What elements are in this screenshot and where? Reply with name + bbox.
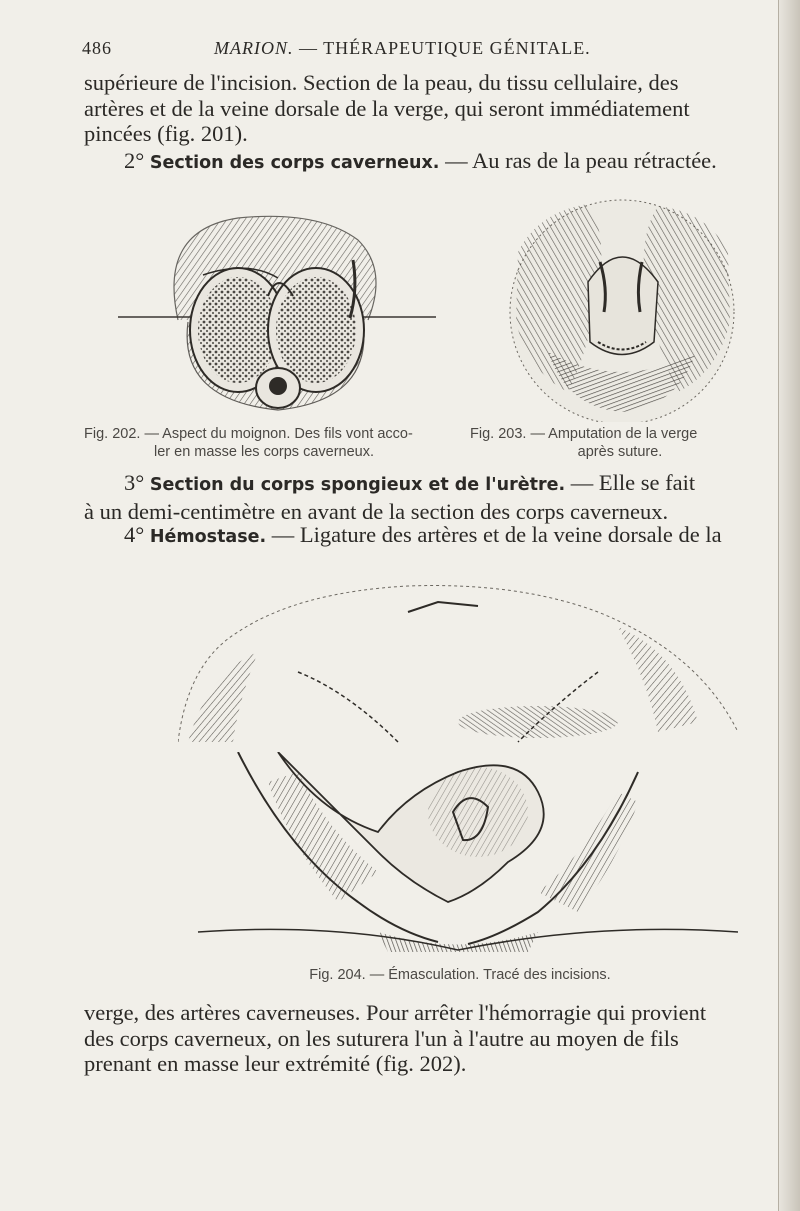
section-hemostase [84,522,756,551]
figure-203-caption [470,425,770,461]
item-heading: Section des corps caverneux. [149,153,440,173]
section-corps-spongieux [84,470,756,524]
author-name: MARION. [214,38,294,58]
figure-204-illustration [178,572,738,752]
header-separator: — [293,38,324,58]
text-line: supérieure de l'incision. Section de la peau, du tissu cellulaire, des [84,70,679,95]
caption-text: — Aspect du moignon. Des fils vont acco- [140,426,413,442]
item-heading: Hémostase. [149,527,267,547]
text-line: pincées (fig. 201). [84,121,248,146]
item-text: — Au ras de la peau rétractée. [439,148,717,173]
caption-text: après suture. [577,444,663,460]
text-line: artères et de la veine dorsale de la verge, qui seront immédiatement [84,95,690,121]
figure-204-lower-illustration [178,752,738,952]
text-line: verge, des artères caverneuses. Pour arrêter l'hémorragie qui provient [84,1000,707,1025]
running-header [82,38,742,64]
figure-204-caption [200,966,720,984]
page-edge-shadow [778,0,800,1211]
text-line: prenant en masse leur extrémité (fig. 202). [84,1051,467,1076]
paragraph-incision [84,70,756,147]
page-edge-line [778,0,779,1211]
caption-text: — Émasculation. Tracé des incisions. [365,967,611,983]
running-title [214,38,591,59]
caption-text: ler en masse les corps caverneux. [153,444,374,460]
figure-label: Fig. 202. [84,426,141,442]
text-line: des corps caverneux, on les suturera l'un à l'autre au moyen de fils [84,1025,679,1051]
figure-label: Fig. 203. [470,426,527,442]
section-corps-caverneux [84,148,756,177]
chapter-title: THÉRAPEUTIQUE GÉNITALE. [323,38,591,58]
item-text: — Ligature des artères et de la veine dorsale de la [266,522,722,547]
caption-text: — Amputation de la verge [526,426,698,442]
figure-202-illustration [118,200,436,420]
figure-label: Fig. 204. [309,967,366,983]
item-text: — Elle se fait [565,470,696,495]
figure-203-illustration [478,192,766,422]
item-heading: Section du corps spongieux et de l'urètre. [149,475,566,495]
item-number: 4° [124,522,145,547]
text-line: à un demi-centimètre en avant de la section des corps caverneux. [84,498,669,524]
page-number: 486 [82,38,112,58]
paragraph-suture [84,1000,756,1077]
item-number: 2° [124,148,145,173]
item-number: 3° [124,470,145,495]
figure-202-caption [84,425,444,461]
